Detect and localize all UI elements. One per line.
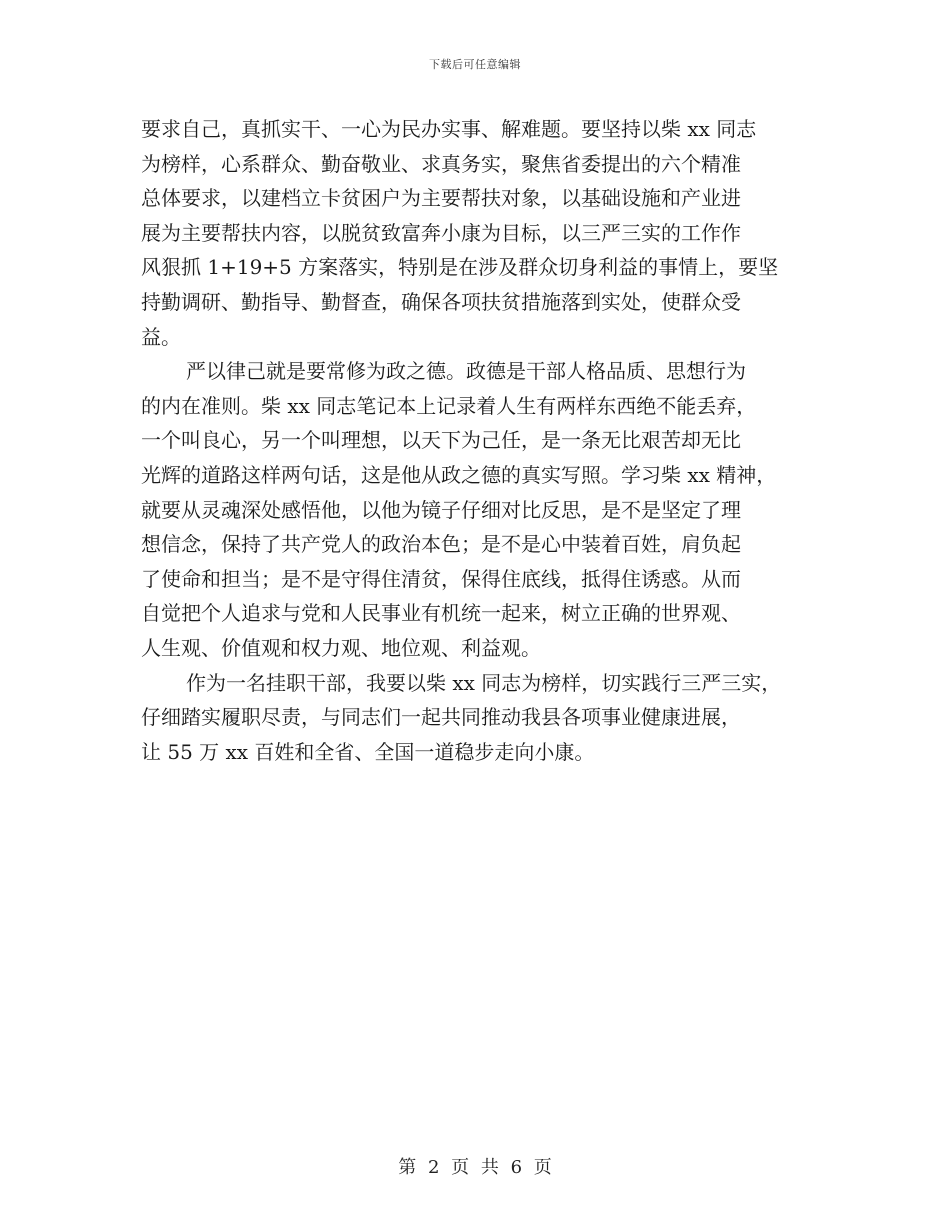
document-body: [141, 112, 811, 769]
text-line: 人生观、价值观和权力观、地位观、利益观。: [141, 635, 541, 660]
page-header: 下载后可任意编辑: [429, 58, 521, 71]
text-line: 一个叫良心，另一个叫理想，以天下为己任，是一条无比艰苦却无比: [141, 428, 741, 453]
text-line: 持勤调研、勤指导、勤督查，确保各项扶贫措施落到实处，使群众受: [141, 289, 741, 314]
text-line: 自觉把个人追求与党和人民事业有机统一起来，树立正确的世界观、: [141, 601, 741, 626]
page-number-footer: 第 2 页 共 6 页: [398, 1157, 552, 1178]
text-line: 要求自己，真抓实干、一心为民办实事、解难题。要坚持以柴 xx 同志: [141, 117, 757, 141]
text-line: 仔细踏实履职尽责，与同志们一起共同推动我县各项事业健康进展，: [141, 705, 741, 730]
text-line: 想信念，保持了共产党人的政治本色；是不是心中装着百姓，肩负起: [141, 532, 741, 557]
text-line: 了使命和担当；是不是守得住清贫，保得住底线，抵得住诱惑。从而: [141, 566, 741, 591]
text-line: 风狠抓 1+19+5 方案落实，特别是在涉及群众切身利益的事情上，要坚: [141, 255, 779, 280]
text-line: 为榜样，心系群众、勤奋敬业、求真务实，聚焦省委提出的六个精准: [141, 151, 741, 176]
text-line: 益。: [141, 324, 181, 349]
text-line: 就要从灵魂深处感悟他，以他为镜子仔细对比反思，是不是坚定了理: [141, 497, 741, 522]
text-line: 光辉的道路这样两句话，这是他从政之德的真实写照。学习柴 xx 精神，: [141, 462, 777, 487]
text-line: 展为主要帮扶内容，以脱贫致富奔小康为目标，以三严三实的工作作: [141, 220, 741, 245]
text-line: 严以律己就是要常修为政之德。政德是干部人格品质、思想行为: [186, 359, 746, 384]
paragraph-3: [141, 666, 811, 770]
paragraph-2: [141, 354, 811, 665]
text-line: 让 55 万 xx 百姓和全省、全国一道稳步走向小康。: [141, 739, 595, 764]
text-line: 作为一名挂职干部，我要以柴 xx 同志为榜样，切实践行三严三实，: [186, 670, 782, 695]
text-line: 总体要求，以建档立卡贫困户为主要帮扶对象，以基础设施和产业进: [141, 186, 741, 211]
paragraph-1: [141, 112, 811, 354]
text-line: 的内在准则。柴 xx 同志笔记本上记录着人生有两样东西绝不能丢弃，: [141, 393, 757, 418]
